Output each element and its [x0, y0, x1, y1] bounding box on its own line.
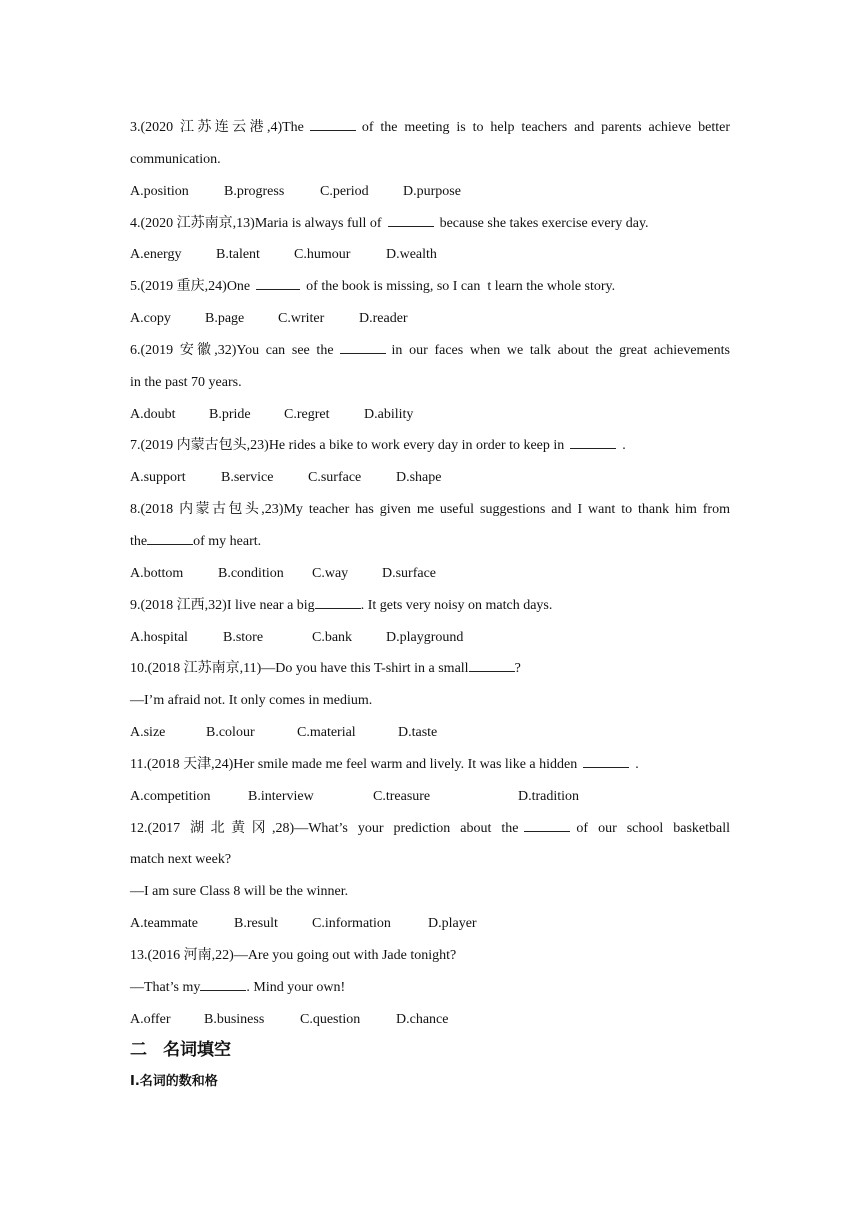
question-item: [130, 271, 730, 335]
question-line: [130, 813, 730, 845]
option-d[interactable]: D.chance: [396, 1011, 449, 1027]
options-row: [130, 239, 730, 271]
answer-blank[interactable]: [256, 275, 300, 290]
question-line: [130, 430, 730, 462]
question-line: [130, 367, 730, 399]
options-row: [130, 622, 730, 654]
question-item: [130, 590, 730, 654]
question-text-after: of the meeting is to help teachers and parents achieve better: [361, 120, 730, 135]
question-line: [130, 749, 730, 781]
option-d[interactable]: D.tradition: [518, 788, 580, 804]
option-d[interactable]: D.purpose: [403, 183, 461, 199]
question-item: [130, 653, 730, 749]
option-d[interactable]: D.wealth: [386, 247, 437, 263]
question-line: [130, 653, 730, 685]
question-text: communication.: [130, 151, 221, 167]
section-title: 名词填空: [163, 1040, 231, 1060]
question-line: [130, 685, 730, 717]
question-item: [130, 335, 730, 431]
question-text-after: of our school basketball: [576, 820, 730, 836]
subsection-heading: I.名词的数和格: [130, 1074, 218, 1089]
option-d[interactable]: D.ability: [364, 406, 414, 422]
options-row: [130, 908, 730, 940]
question-text: 13.(2016 河南,22)—Are you going out with Jade tonight?: [130, 947, 457, 963]
option-b[interactable]: B.talent: [216, 247, 260, 263]
question-text: 8.(2018 内蒙古包头,23)My teacher has given me useful suggestions and I want to thank him from: [130, 502, 730, 518]
answer-blank[interactable]: [200, 976, 246, 991]
answer-blank[interactable]: [388, 212, 434, 227]
options-row: [130, 303, 730, 335]
option-b[interactable]: B.colour: [206, 725, 255, 741]
option-b[interactable]: B.interview: [248, 788, 314, 804]
options-row: [130, 558, 730, 590]
option-a[interactable]: A.support: [130, 470, 186, 486]
question-line: [130, 208, 730, 240]
question-text-before: the: [130, 533, 148, 549]
question-line: [130, 940, 730, 972]
options-row: [130, 717, 730, 749]
question-text-after: of my heart.: [193, 533, 262, 549]
section-heading: [130, 1033, 730, 1067]
question-item: [130, 430, 730, 494]
option-a[interactable]: A.bottom: [130, 565, 184, 581]
question-line: [130, 112, 730, 144]
option-d[interactable]: D.reader: [359, 311, 408, 327]
question-text-after: .: [635, 756, 639, 772]
question-text-before: 3.(2020 江苏连云港,4)The: [130, 120, 304, 135]
option-c[interactable]: C.bank: [312, 629, 353, 645]
option-a[interactable]: A.competition: [130, 788, 211, 804]
answer-blank[interactable]: [310, 116, 356, 131]
option-c[interactable]: C.surface: [308, 470, 362, 486]
question-line: [130, 494, 730, 526]
answer-blank[interactable]: [469, 657, 515, 672]
option-a[interactable]: A.energy: [130, 247, 182, 263]
options-row: [130, 781, 730, 813]
option-a[interactable]: A.doubt: [130, 406, 176, 422]
question-item: [130, 749, 730, 813]
question-text-before: 5.(2019 重庆,24)One: [130, 279, 251, 295]
option-c[interactable]: C.writer: [278, 311, 325, 327]
question-text-before: 12.(2017 湖北黄冈,28)—What’s your prediction about the: [130, 820, 519, 836]
option-c[interactable]: C.information: [312, 916, 391, 932]
question-text-after: . It gets very noisy on match days.: [360, 597, 553, 613]
question-text-after: ?: [514, 661, 521, 677]
question-line: [130, 844, 730, 876]
question-item: [130, 940, 730, 1036]
question-text-before: 6.(2019 安徽,32)You can see the: [130, 342, 334, 358]
option-c[interactable]: C.treasure: [373, 788, 431, 804]
question-text-after: because she takes exercise every day.: [439, 215, 649, 231]
section-area: [130, 1031, 730, 1097]
question-text-after: in our faces when we talk about the great achievements: [391, 342, 730, 358]
question-text-after: . Mind your own!: [246, 979, 346, 995]
option-b[interactable]: B.condition: [218, 565, 284, 581]
option-d[interactable]: D.playground: [386, 629, 464, 645]
option-c[interactable]: C.way: [312, 565, 349, 581]
option-d[interactable]: D.player: [428, 916, 477, 932]
question-item: [130, 494, 730, 590]
option-b[interactable]: B.pride: [209, 406, 251, 422]
question-list: [130, 112, 730, 1035]
option-c[interactable]: C.humour: [294, 247, 351, 263]
option-c[interactable]: C.period: [320, 183, 369, 199]
options-row: [130, 462, 730, 494]
option-b[interactable]: B.result: [234, 916, 278, 932]
option-a[interactable]: A.hospital: [130, 629, 188, 645]
option-a[interactable]: A.position: [130, 183, 189, 199]
question-text: —I’m afraid not. It only comes in medium.: [130, 693, 373, 709]
option-b[interactable]: B.service: [221, 470, 274, 486]
option-c[interactable]: C.question: [300, 1011, 361, 1027]
question-line: [130, 876, 730, 908]
answer-blank[interactable]: [315, 594, 361, 609]
question-text-before: 11.(2018 天津,24)Her smile made me feel warm and lively. It was like a hidden: [130, 756, 578, 772]
question-text-before: 10.(2018 江苏南京,11)—Do you have this T-shirt in a small: [130, 661, 469, 677]
option-a[interactable]: A.teammate: [130, 916, 199, 932]
answer-blank[interactable]: [147, 530, 193, 545]
option-a[interactable]: A.copy: [130, 311, 171, 327]
option-d[interactable]: D.shape: [396, 470, 442, 486]
answer-blank[interactable]: [570, 434, 616, 449]
answer-blank[interactable]: [524, 817, 570, 832]
option-c[interactable]: C.material: [297, 725, 356, 741]
question-text-after: of the book is missing, so I can t learn the whole story.: [306, 279, 616, 295]
question-line: [130, 590, 730, 622]
option-c[interactable]: C.regret: [284, 406, 330, 422]
question-text-before: 4.(2020 江苏南京,13)Maria is always full of: [130, 215, 382, 231]
question-line: [130, 972, 730, 1004]
answer-blank[interactable]: [583, 753, 629, 768]
question-text: —I am sure Class 8 will be the winner.: [130, 884, 349, 900]
question-line: [130, 271, 730, 303]
question-text-before: 7.(2019 内蒙古包头,23)He rides a bike to work every day in order to keep in: [130, 438, 565, 454]
question-item: [130, 813, 730, 940]
question-line: [130, 144, 730, 176]
question-line: [130, 335, 730, 367]
answer-blank[interactable]: [340, 339, 386, 354]
options-row: [130, 176, 730, 208]
question-text: match next week?: [130, 852, 232, 868]
option-b[interactable]: B.store: [223, 629, 264, 645]
section-number: 二: [130, 1040, 147, 1060]
option-b[interactable]: B.page: [205, 311, 245, 327]
question-line: [130, 526, 730, 558]
question-text-before: —That’s my: [130, 979, 201, 995]
option-a[interactable]: A.size: [130, 725, 166, 741]
option-d[interactable]: D.surface: [382, 565, 437, 581]
option-a[interactable]: A.offer: [130, 1011, 171, 1027]
option-b[interactable]: B.business: [204, 1011, 265, 1027]
question-text-before: 9.(2018 江西,32)I live near a big: [130, 597, 315, 613]
options-row: [130, 399, 730, 431]
question-item: [130, 112, 730, 208]
question-text-after: .: [622, 438, 626, 454]
option-b[interactable]: B.progress: [224, 183, 285, 199]
question-text: in the past 70 years.: [130, 374, 242, 390]
question-item: [130, 208, 730, 272]
option-d[interactable]: D.taste: [398, 725, 438, 741]
